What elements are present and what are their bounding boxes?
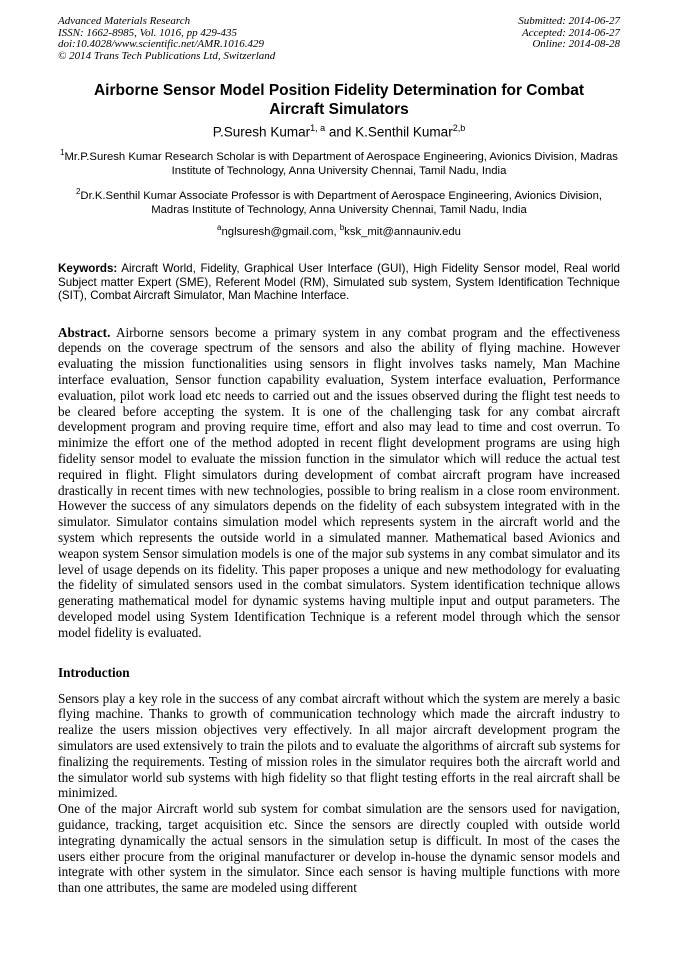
email-b-marker: b (339, 223, 345, 233)
keywords-text: Aircraft World, Fidelity, Graphical User Interface (GUI), High Fidelity Sensor model, Real world Subject matter Expert (SME), Referent Model (RM), Simulated sub system, System Identification Technique (SIT), Combat Aircraft Simulator, Man Machine Interface. (58, 262, 624, 303)
abstract-paragraph (58, 324, 624, 641)
journal-name: Advanced Materials Research (58, 15, 191, 27)
publication-header (58, 16, 620, 62)
emails-line (58, 223, 620, 238)
affiliation-2-text: Dr.K.Senthil Kumar Associate Professor is with Department of Aerospace Engineering, Avionics Division, Madras Institute of Technology, Anna University Chennai, Tamil Nadu, India (80, 189, 603, 216)
keywords-paragraph (58, 262, 624, 303)
author2-name: K.Senthil Kumar (355, 124, 453, 140)
introduction-paragraph-2: One of the major Aircraft world sub system for combat simulation are the sensors used for navigation, guidance, tracking, target acquisition etc. Since the sensors are directly coupled with outside world integrating dynamically the actual sensors in the simulation setup is difficult. In most of the cases the users either procure from the original manufacturer or develop in-house the dynamic sensor models and integrate with other system in the simulator. Since each sensor is having multiple functions with more than one attributes, the same are modeled using different (58, 801, 620, 896)
submitted-date: Submitted: 2014-06-27 (518, 15, 620, 27)
section-heading-introduction: Introduction (58, 664, 130, 680)
author1-superscript: 1, a (310, 123, 326, 134)
affiliation-1-text: Mr.P.Suresh Kumar Research Scholar is with Department of Aerospace Engineering, Avionics Division, Madras Institute of Technology, Anna University Chennai, Tamil Nadu, India (64, 150, 618, 178)
email-a-marker: a (217, 223, 222, 233)
affiliation-1 (58, 146, 620, 179)
online-date: Online: 2014-08-28 (532, 38, 620, 51)
introduction-section (58, 691, 620, 896)
authors-line (58, 123, 620, 140)
author1-name: P.Suresh Kumar (212, 124, 311, 140)
introduction-paragraph-1: Sensors play a key role in the success of any combat aircraft without which the system are merely a basic flying machine. Thanks to growth of communication technology which made the aircraft industry to realize the users mission objectives very effectively. In all major aircraft development program the simulators are used extensively to train the pilots and to evaluate the algorithms of aircraft sub systems for finalizing the requirements. Testing of mission roles in the simulator requires both the aircraft world and the simulator world sub systems with high fidelity so that flight testing efforts in the real aircraft shall be minimized. (58, 690, 620, 801)
email-b-address: ksk_mit@annauniv.edu (344, 226, 461, 239)
emails-separator: , (333, 226, 340, 239)
doi-line: doi:10.4028/www.scientific.net/AMR.1016.429 (58, 38, 265, 51)
authors-connector: and (325, 124, 356, 140)
publication-info (58, 16, 275, 62)
abstract-text: Airborne sensors become a primary system in any combat program and the effectiveness depends on the coverage spectrum of the sensors and also the ability of flying machine. However evaluating the mission functionalities using sensors in flight involves tasks namely, Man Machine interface evaluation, Sensor function capability evaluation, System interface evaluation, Performance evaluation, pilot work load etc needs to carried out and the issues observed during the flight test needs to be cleared before accepting the system. It is one of the challenging task for any combat aircraft development program and proving require time, effort and also may lead to time and cost overrun. To minimize the effort one of the method adopted in recent flight development programs are using high fidelity sensor model to evaluate the mission function in the simulator which will reduce the actual test required in flight. Flight simulators during development of combat aircraft program have increased drastically in recent times with new technologies, possible to bring realism in a close room environment. However the success of any simulators depends on the fidelity of each subsystem integrated with in the simulator. Simulator contains simulation model which represents system in the aircraft world and the system which represents the outside world in a simulated manner. Mathematical based Avionics and weapon system Sensor simulation models is one of the major sub systems in any combat simulator and its level of usage depends on its fidelity. This paper proposes a unique and new methodology for evaluating the fidelity of simulated sensors used in the combat simulators. System identification technique allows generating mathematical model for dynamic systems having multiple input and output parameters. The developed model using System Identification Technique is a referent model through which the sensor model fidelity is evaluated. (58, 324, 624, 640)
accepted-date: Accepted: 2014-06-27 (521, 26, 620, 39)
copyright-line: © 2014 Trans Tech Publications Ltd, Switzerland (58, 49, 276, 62)
affiliation-2-marker: 2 (75, 186, 81, 196)
abstract-label: Abstract. (58, 324, 111, 340)
paper-title: Airborne Sensor Model Position Fidelity Determination for Combat Aircraft Simulators (93, 82, 584, 118)
affiliation-2 (58, 185, 620, 218)
submission-dates (518, 16, 620, 62)
issn-line: ISSN: 1662-8985, Vol. 1016, pp 429-435 (58, 26, 238, 39)
email-a-address: nglsuresh@gmail.com (221, 226, 334, 239)
author2-superscript: 2,b (452, 123, 466, 134)
keywords-label: Keywords: (58, 262, 118, 276)
affiliation-1-marker: 1 (60, 147, 65, 157)
